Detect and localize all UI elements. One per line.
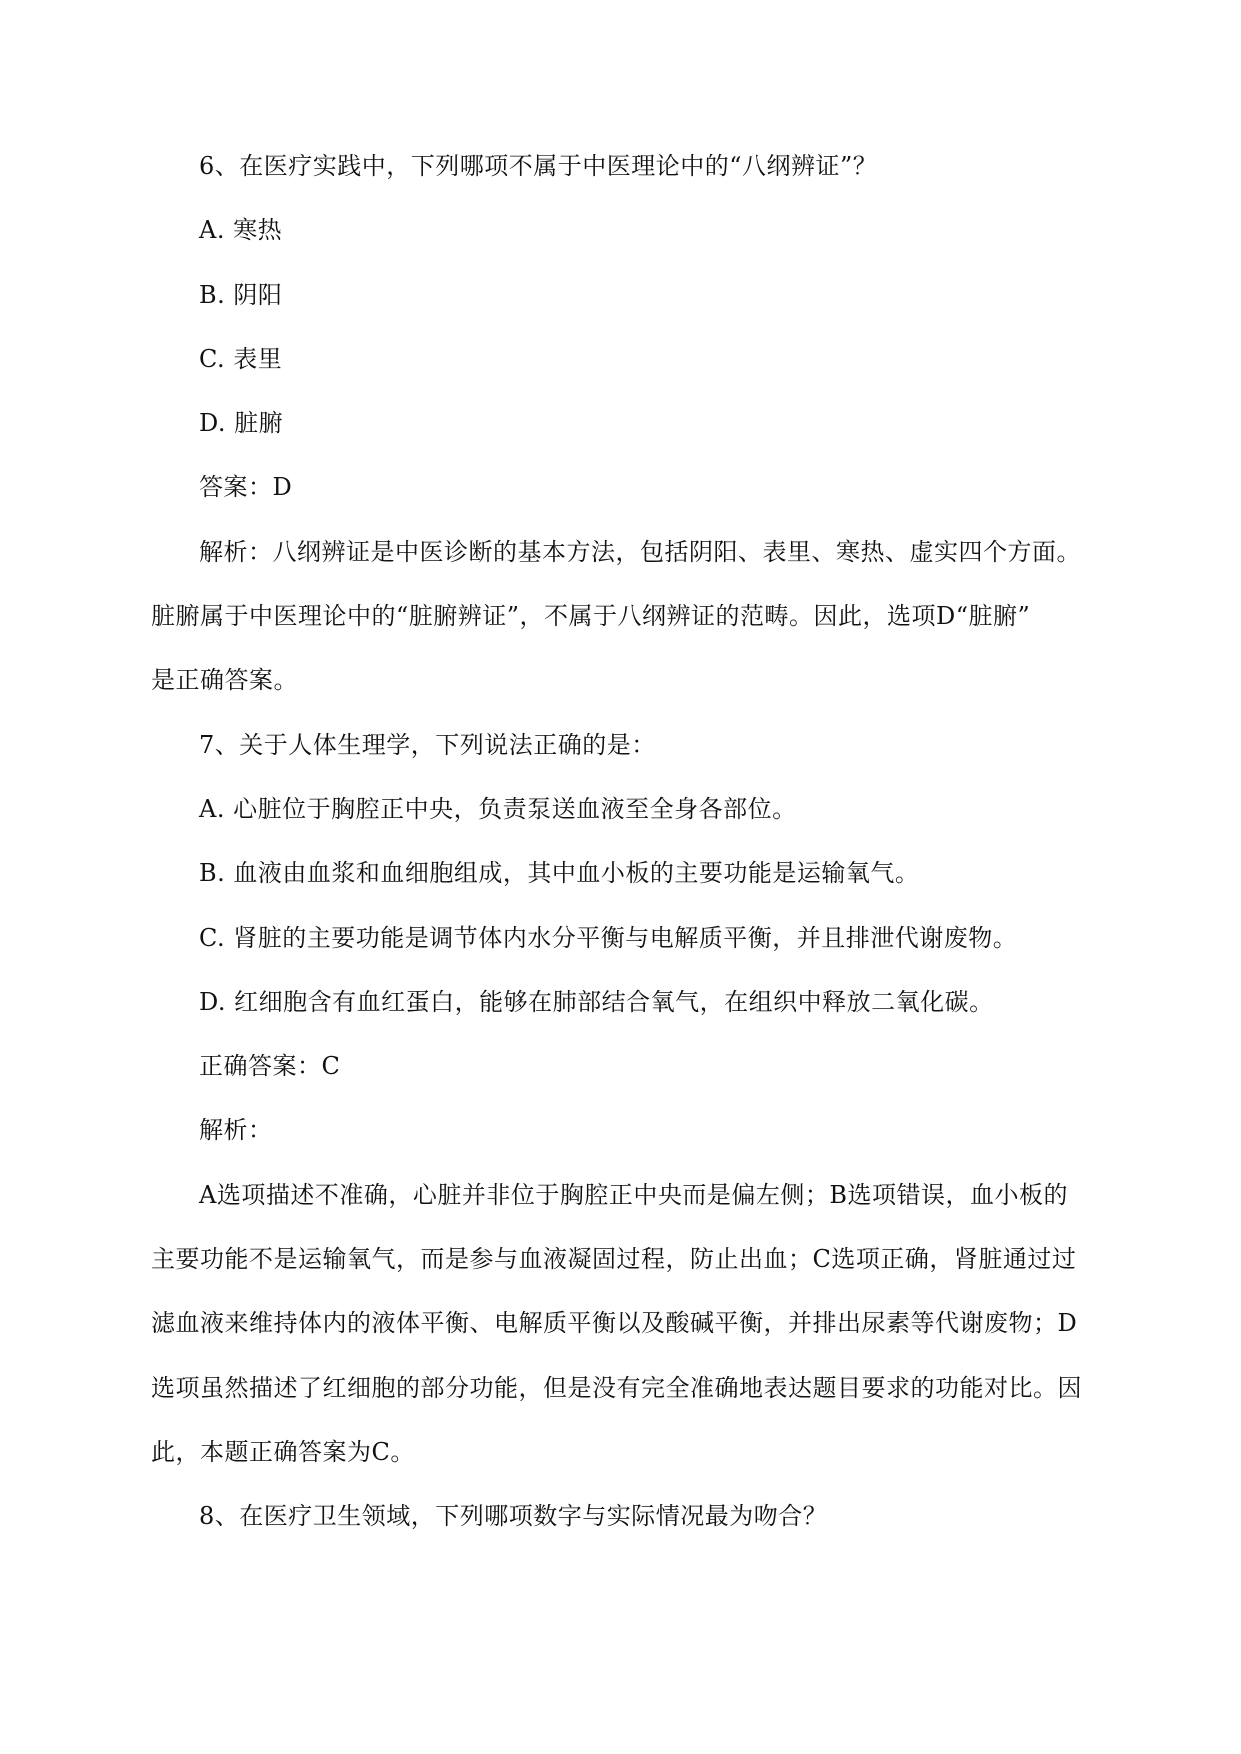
question-7-stem: 7、关于人体生理学，下列说法正确的是： [199,731,656,759]
question-6-answer: 答案：D [199,473,293,501]
question-7-explanation-line: A选项描述不准确，心脏并非位于胸腔正中央而是偏左侧；B选项错误，血小板的 [199,1181,1068,1209]
question-7-explanation-line: 滤血液来维持体内的液体平衡、电解质平衡以及酸碱平衡，并排出尿素等代谢废物；D [151,1309,1078,1337]
question-6-option-d: D. 脏腑 [199,409,284,437]
question-7-explanation-line: 选项虽然描述了红细胞的部分功能，但是没有完全准确地表达题目要求的功能对比。因 [151,1374,1082,1402]
question-7-option-c: C. 肾脏的主要功能是调节体内水分平衡与电解质平衡，并且排泄代谢废物。 [199,924,1018,952]
question-7-answer: 正确答案：C [199,1052,341,1080]
question-7-explanation-line: 此，本题正确答案为C。 [151,1438,415,1466]
question-6-explanation-line: 脏腑属于中医理论中的“脏腑辨证”，不属于八纲辨证的范畴。因此，选项D“脏腑” [151,602,1031,630]
question-7-explanation-label: 解析： [199,1116,273,1144]
question-6-explanation-line: 解析：八纲辨证是中医诊断的基本方法，包括阴阳、表里、寒热、虚实四个方面。 [199,538,1081,566]
question-6-option-c: C. 表里 [199,345,283,373]
question-8-stem: 8、在医疗卫生领域，下列哪项数字与实际情况最为吻合？ [199,1502,828,1530]
question-7-option-b: B. 血液由血浆和血细胞组成，其中血小板的主要功能是运输氧气。 [199,859,920,887]
question-6-stem: 6、在医疗实践中，下列哪项不属于中医理论中的“八纲辨证”？ [199,152,878,180]
question-7-option-a: A. 心脏位于胸腔正中央，负责泵送血液至全身各部位。 [199,795,797,823]
question-6-explanation-line: 是正确答案。 [151,666,298,694]
question-6-option-b: B. 阴阳 [199,281,283,309]
question-6-option-a: A. 寒热 [199,216,283,244]
question-7-option-d: D. 红细胞含有血红蛋白，能够在肺部结合氧气，在组织中释放二氧化碳。 [199,988,994,1016]
question-7-explanation-line: 主要功能不是运输氧气，而是参与血液凝固过程，防止出血；C选项正确，肾脏通过过 [151,1245,1077,1273]
